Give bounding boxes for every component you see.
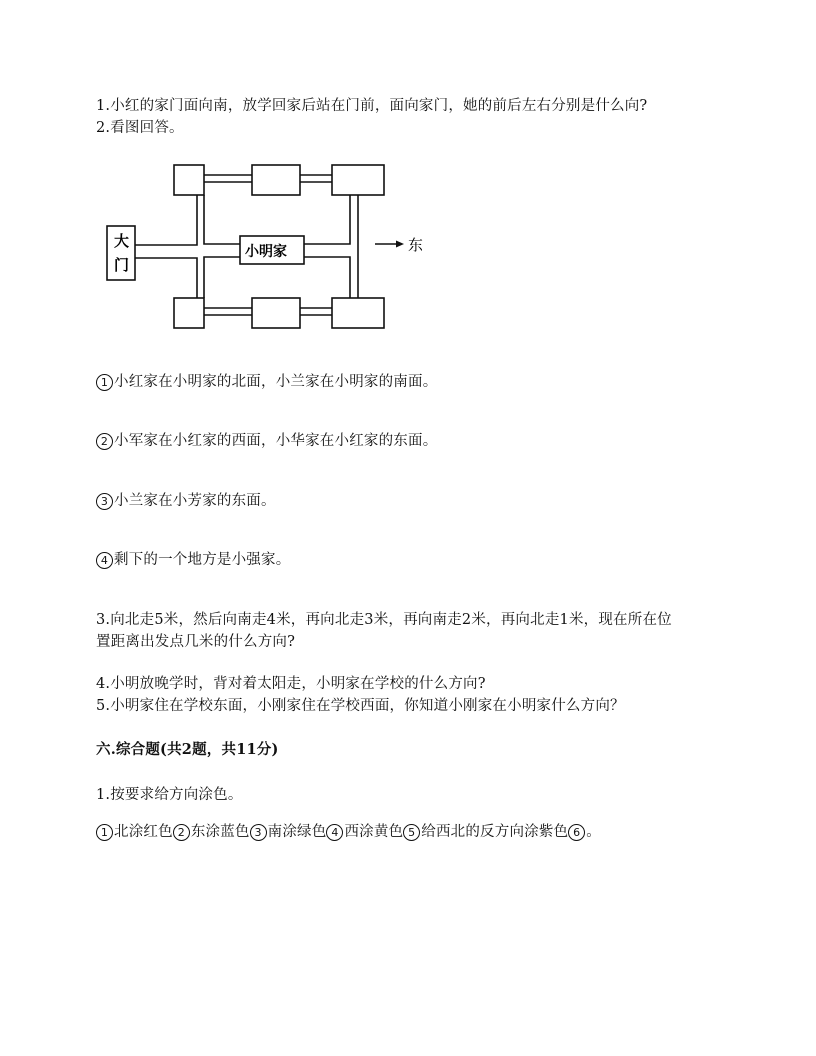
top-middle-house — [252, 165, 300, 195]
color-item: 南涂绿色 — [267, 824, 327, 840]
clue-text: 小红家在小明家的北面，小兰家在小明家的南面。 — [114, 374, 438, 390]
map-diagram-svg — [100, 160, 440, 340]
home-label: 小明家 — [245, 244, 287, 260]
bottom-middle-house — [252, 298, 300, 328]
gate-label-2: 门 — [114, 256, 130, 274]
map-diagram — [100, 160, 440, 344]
question-3-line-2: 置距离出发点几米的什么方向? — [96, 634, 296, 650]
question-2: 2.看图回答。 — [96, 120, 184, 136]
circled-number: 3 — [96, 493, 113, 510]
circled-number: 1 — [96, 374, 113, 391]
question-4: 4.小明放晚学时，背对着太阳走，小明家在学校的什么方向? — [96, 676, 486, 692]
circled-number: 5 — [403, 824, 420, 841]
clue-2 — [96, 431, 437, 451]
clue-1 — [96, 372, 437, 392]
clue-text: 小军家在小红家的西面，小华家在小红家的东面。 — [114, 433, 438, 449]
circled-number: 4 — [96, 552, 113, 569]
clue-text: 剩下的一个地方是小强家。 — [114, 552, 291, 568]
east-label: 东 — [408, 236, 424, 254]
top-left-house — [174, 165, 204, 195]
color-item: 东涂蓝色 — [190, 824, 250, 840]
clue-3 — [96, 491, 276, 511]
color-item: 西涂黄色 — [344, 824, 404, 840]
section-6-question-1: 1.按要求给方向涂色。 — [96, 787, 243, 803]
circled-number: 6 — [568, 824, 585, 841]
clue-4 — [96, 550, 290, 570]
bottom-left-house — [174, 298, 204, 328]
circled-number: 3 — [250, 824, 267, 841]
circled-number: 1 — [96, 824, 113, 841]
question-1: 1.小红的家门面向南，放学回家后站在门前，面向家门，她的前后左右分别是什么向? — [96, 98, 648, 114]
question-5: 5.小明家住在学校东面，小刚家住在学校西面，你知道小刚家在小明家什么方向？ — [96, 698, 625, 714]
color-item: 。 — [586, 824, 601, 840]
gate-label-1: 大 — [114, 232, 130, 250]
bottom-right-house — [332, 298, 384, 328]
top-right-house — [332, 165, 384, 195]
color-instructions — [96, 822, 601, 842]
color-item: 北涂红色 — [114, 824, 173, 840]
circled-number: 2 — [173, 824, 190, 841]
color-item: 给西北的反方向涂紫色 — [421, 824, 569, 840]
clue-text: 小兰家在小芳家的东面。 — [114, 493, 276, 509]
question-3-line-1: 3.向北走5米，然后向南走4米，再向北走3米，再向南走2米，再向北走1米，现在所在位 — [96, 612, 672, 628]
circled-number: 2 — [96, 433, 113, 450]
circled-number: 4 — [326, 824, 343, 841]
section-6-heading: 六.综合题(共2题，共11分) — [96, 741, 279, 758]
